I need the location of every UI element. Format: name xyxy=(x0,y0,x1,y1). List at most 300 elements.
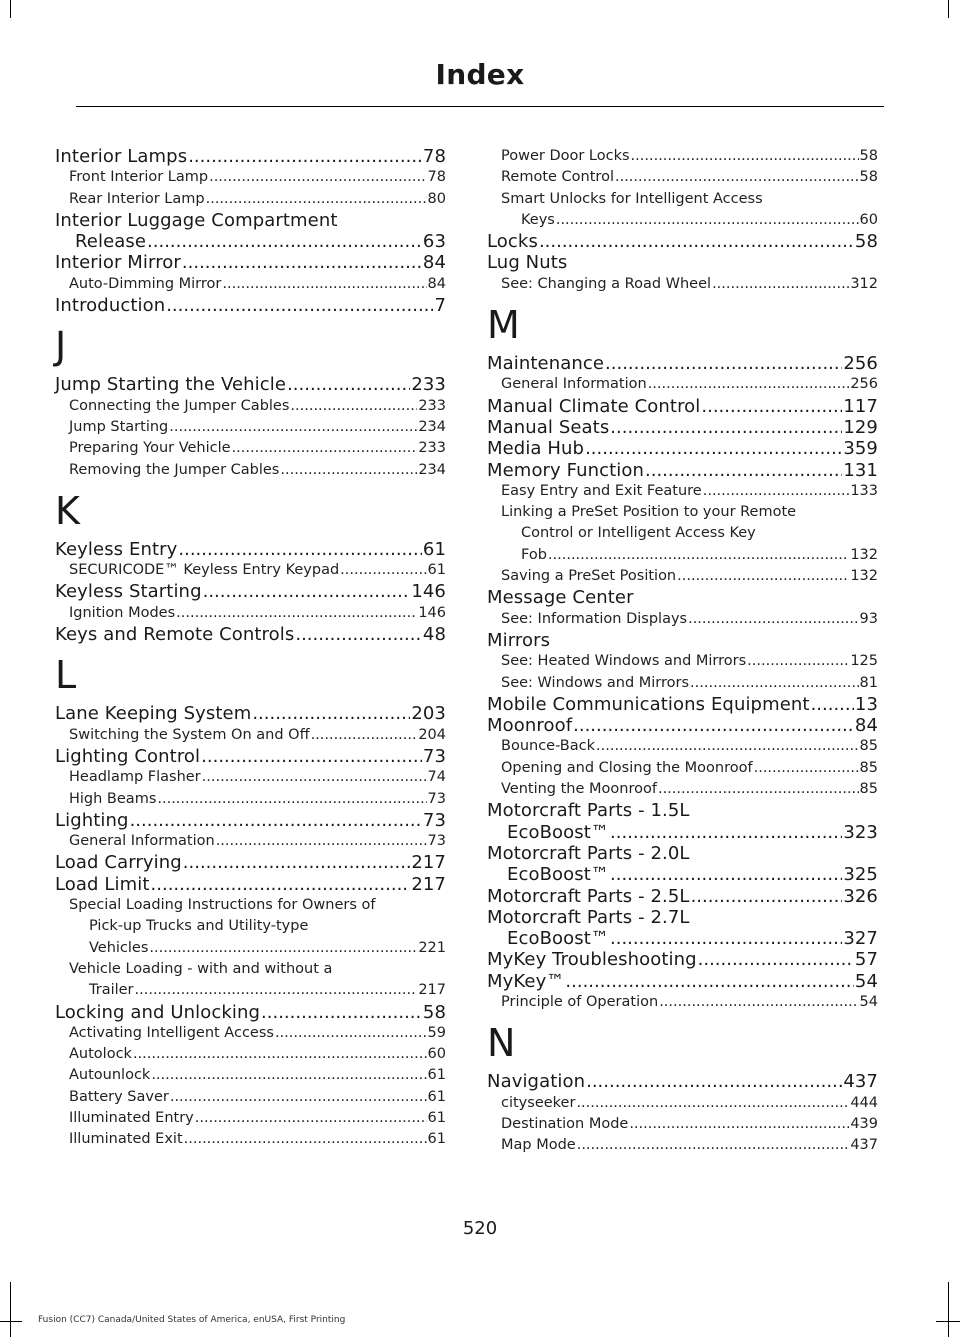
section-letter: M xyxy=(487,303,520,348)
index-subentry[interactable] xyxy=(487,992,878,1013)
crop-mark-bottom-left-h xyxy=(0,1321,22,1322)
index-subentry[interactable] xyxy=(487,758,878,779)
index-entry[interactable] xyxy=(55,146,446,167)
section-letter: L xyxy=(55,653,77,698)
leader-dots xyxy=(202,767,427,788)
index-subentry[interactable] xyxy=(55,831,446,852)
entry-page-number: 59 xyxy=(427,1024,446,1041)
index-subentry[interactable] xyxy=(55,789,446,810)
entry-label: Autolock xyxy=(69,1046,132,1063)
leader-dots xyxy=(151,874,411,895)
entry-page-number: 61 xyxy=(427,1131,446,1148)
leader-dots xyxy=(206,189,427,210)
leader-dots xyxy=(170,1087,427,1108)
leader-dots xyxy=(691,886,843,907)
entry-label: Interior Lamps xyxy=(55,146,188,167)
entry-page-number: 81 xyxy=(859,674,878,691)
index-entry[interactable] xyxy=(487,971,878,992)
index-entry[interactable] xyxy=(55,295,446,316)
index-subentry[interactable] xyxy=(55,167,446,188)
index-entry[interactable] xyxy=(487,438,878,459)
leader-dots xyxy=(712,274,849,295)
index-subentry[interactable] xyxy=(487,146,878,167)
index-subentry[interactable] xyxy=(55,980,446,1001)
leader-dots xyxy=(216,831,427,852)
index-subentry[interactable] xyxy=(55,396,446,417)
index-subentry[interactable] xyxy=(487,736,878,757)
leader-dots xyxy=(195,1108,427,1129)
entry-label: Vehicles xyxy=(89,939,149,956)
index-heading: Motorcraft Parts - 2.7L xyxy=(487,906,690,928)
leader-dots xyxy=(287,374,410,395)
entry-label: Media Hub xyxy=(487,438,585,460)
entry-page-number: 85 xyxy=(859,781,878,798)
leader-dots xyxy=(573,715,854,736)
index-heading: Vehicle Loading - with and without a xyxy=(69,960,333,977)
entry-page-number: 327 xyxy=(843,928,878,950)
entry-label: EcoBoost™ xyxy=(507,864,609,886)
leader-dots xyxy=(311,725,418,746)
entry-label: See: Windows and Mirrors xyxy=(501,674,690,691)
leader-dots xyxy=(252,703,410,724)
entry-page-number: 61 xyxy=(427,1067,446,1084)
entry-label: Manual Seats xyxy=(487,416,610,438)
leader-dots xyxy=(754,758,859,779)
entry-label: Principle of Operation xyxy=(501,993,659,1010)
leader-dots xyxy=(130,810,422,831)
index-entry[interactable] xyxy=(55,703,446,724)
entry-label: Jump Starting the Vehicle xyxy=(55,374,287,396)
entry-label: Load Carrying xyxy=(55,852,182,874)
entry-page-number: 234 xyxy=(418,418,446,435)
index-subentry[interactable] xyxy=(55,1087,446,1108)
index-entry[interactable] xyxy=(487,928,878,949)
entry-label: Keys and Remote Controls xyxy=(55,624,295,646)
index-subentry[interactable] xyxy=(487,1135,878,1156)
leader-dots xyxy=(577,1135,850,1156)
entry-page-number: 85 xyxy=(859,738,878,755)
index-subentry[interactable] xyxy=(487,274,878,295)
entry-label: Battery Saver xyxy=(69,1088,169,1105)
leader-dots xyxy=(184,1129,427,1150)
leader-dots xyxy=(698,949,854,970)
index-subentry[interactable] xyxy=(55,725,446,746)
entry-page-number: 233 xyxy=(411,374,446,396)
crop-mark-bottom-right xyxy=(948,1282,949,1337)
index-subentry[interactable] xyxy=(55,274,446,295)
index-entry[interactable] xyxy=(487,231,878,252)
entry-label: Lighting xyxy=(55,809,129,831)
index-entry[interactable] xyxy=(55,252,446,273)
entry-page-number: 58 xyxy=(422,1001,446,1023)
entry-label: Moonroof xyxy=(487,715,573,737)
entry-page-number: 58 xyxy=(859,169,878,186)
entry-label: Remote Control xyxy=(501,169,614,186)
entry-label: Interior Mirror xyxy=(55,252,181,274)
index-entry[interactable] xyxy=(487,1071,878,1092)
leader-dots xyxy=(232,438,418,459)
page-number: 520 xyxy=(462,1218,498,1239)
index-entry[interactable] xyxy=(55,874,446,895)
leader-dots xyxy=(747,651,849,672)
leader-dots xyxy=(539,231,854,252)
entry-label: Rear Interior Lamp xyxy=(69,190,205,207)
entry-page-number: 312 xyxy=(850,275,878,292)
entry-page-number: 84 xyxy=(854,715,878,737)
index-entry[interactable] xyxy=(55,624,446,645)
leader-dots xyxy=(178,539,422,560)
entry-label: Easy Entry and Exit Feature xyxy=(501,482,702,499)
index-subentry[interactable] xyxy=(55,767,446,788)
entry-page-number: 73 xyxy=(422,809,446,831)
leader-dots xyxy=(275,1023,427,1044)
leader-dots xyxy=(151,1065,426,1086)
leader-dots xyxy=(135,980,418,1001)
index-heading: Mirrors xyxy=(487,629,551,651)
leader-dots xyxy=(222,274,426,295)
leader-dots xyxy=(290,396,417,417)
leader-dots xyxy=(183,852,411,873)
leader-dots xyxy=(209,167,426,188)
index-heading: Special Loading Instructions for Owners of xyxy=(69,897,376,914)
leader-dots xyxy=(585,438,842,459)
index-subentry[interactable] xyxy=(55,1023,446,1044)
crop-mark-top-left xyxy=(10,0,11,18)
entry-label: Auto-Dimming Mirror xyxy=(69,275,222,292)
index-entry[interactable] xyxy=(55,1002,446,1023)
entry-label: Keys xyxy=(521,211,555,228)
page-title: Index xyxy=(435,58,525,91)
index-entry[interactable] xyxy=(55,539,446,560)
entry-label: Switching the System On and Off xyxy=(69,726,310,743)
entry-page-number: 234 xyxy=(418,461,446,478)
index-entry[interactable] xyxy=(487,949,878,970)
leader-dots xyxy=(280,460,417,481)
entry-page-number: 61 xyxy=(422,538,446,560)
entry-page-number: 256 xyxy=(843,353,878,375)
entry-page-number: 437 xyxy=(850,1137,878,1154)
leader-dots xyxy=(631,146,859,167)
index-subentry[interactable] xyxy=(487,609,878,630)
entry-page-number: 132 xyxy=(850,546,878,563)
entry-page-number: 437 xyxy=(843,1071,878,1093)
leader-dots xyxy=(182,252,422,273)
entry-page-number: 326 xyxy=(843,885,878,907)
entry-page-number: 117 xyxy=(843,395,878,417)
entry-page-number: 61 xyxy=(427,1109,446,1126)
index-entry[interactable] xyxy=(55,810,446,831)
entry-label: MyKey Troubleshooting xyxy=(487,949,697,971)
index-entry[interactable] xyxy=(55,852,446,873)
index-entry[interactable] xyxy=(487,694,878,715)
entry-page-number: 54 xyxy=(854,970,878,992)
entry-label: Memory Function xyxy=(487,459,644,481)
index-subentry[interactable] xyxy=(55,1108,446,1129)
entry-page-number: 221 xyxy=(418,939,446,956)
entry-label: See: Information Displays xyxy=(501,610,688,627)
title-rule xyxy=(76,106,884,107)
entry-label: Ignition Modes xyxy=(69,604,176,621)
leader-dots xyxy=(169,417,417,438)
entry-label: Maintenance xyxy=(487,353,605,375)
entry-page-number: 233 xyxy=(418,440,446,457)
entry-page-number: 325 xyxy=(843,864,878,886)
entry-page-number: 73 xyxy=(422,745,446,767)
leader-dots xyxy=(147,231,422,252)
index-heading: Smart Unlocks for Intelligent Access xyxy=(501,190,763,207)
leader-dots xyxy=(576,1093,849,1114)
entry-page-number: 146 xyxy=(418,604,446,621)
leader-dots xyxy=(340,560,426,581)
entry-page-number: 58 xyxy=(859,148,878,164)
entry-page-number: 84 xyxy=(427,275,446,292)
entry-page-number: 60 xyxy=(427,1046,446,1063)
index-heading: Message Center xyxy=(487,587,634,609)
entry-page-number: 217 xyxy=(411,873,446,895)
entry-page-number: 84 xyxy=(422,252,446,274)
entry-label: Fob xyxy=(521,546,547,563)
index-subentry[interactable] xyxy=(487,545,878,566)
entry-label: General Information xyxy=(69,833,215,850)
entry-label: Saving a PreSet Position xyxy=(501,568,677,585)
entry-label: Introduction xyxy=(55,295,166,317)
leader-dots xyxy=(565,971,853,992)
entry-label: Keyless Entry xyxy=(55,538,178,560)
entry-page-number: 74 xyxy=(427,769,446,786)
index-entry[interactable] xyxy=(487,460,878,481)
entry-label: Venting the Moonroof xyxy=(501,781,657,798)
leader-dots xyxy=(295,624,422,645)
entry-page-number: 80 xyxy=(427,190,446,207)
leader-dots xyxy=(658,779,859,800)
entry-label: Destination Mode xyxy=(501,1115,629,1132)
index-heading: Motorcraft Parts - 1.5L xyxy=(487,800,690,822)
entry-label: General Information xyxy=(501,376,647,393)
index-entry[interactable] xyxy=(487,822,878,843)
leader-dots xyxy=(548,545,849,566)
leader-dots xyxy=(610,864,842,885)
index-subentry[interactable] xyxy=(55,560,446,581)
entry-label: MyKey™ xyxy=(487,970,565,992)
leader-dots xyxy=(688,609,858,630)
entry-label: Locking and Unlocking xyxy=(55,1001,261,1023)
leader-dots xyxy=(188,146,422,167)
index-subentry[interactable] xyxy=(487,1114,878,1135)
leader-dots xyxy=(610,928,842,949)
entry-page-number: 129 xyxy=(843,416,878,438)
crop-mark-bottom-left xyxy=(10,1282,11,1337)
index-heading: Linking a PreSet Position to your Remote xyxy=(501,504,797,521)
entry-label: High Beams xyxy=(69,790,157,807)
entry-page-number: 217 xyxy=(418,982,446,999)
entry-label: Opening and Closing the Moonroof xyxy=(501,759,753,776)
leader-dots xyxy=(203,581,411,602)
entry-page-number: 146 xyxy=(411,581,446,603)
leader-dots xyxy=(690,673,859,694)
index-heading: Interior Luggage Compartment xyxy=(55,209,338,231)
index-heading: Motorcraft Parts - 2.0L xyxy=(487,842,690,864)
entry-page-number: 217 xyxy=(411,852,446,874)
index-entry[interactable] xyxy=(55,581,446,602)
leader-dots xyxy=(176,603,417,624)
entry-label: Headlamp Flasher xyxy=(69,769,201,786)
entry-label: Locks xyxy=(487,231,538,253)
leader-dots xyxy=(149,938,417,959)
entry-label: See: Changing a Road Wheel xyxy=(501,275,712,292)
index-subentry[interactable] xyxy=(487,210,878,231)
index-subentry[interactable] xyxy=(55,1044,446,1065)
index-subentry[interactable] xyxy=(55,1129,446,1150)
entry-page-number: 78 xyxy=(422,146,446,167)
entry-label: Motorcraft Parts - 2.5L xyxy=(487,885,690,907)
entry-label: Bounce-Back xyxy=(501,738,596,755)
leader-dots xyxy=(615,167,859,188)
index-subentry[interactable] xyxy=(487,167,878,188)
index-entry[interactable] xyxy=(55,746,446,767)
section-letter: N xyxy=(487,1021,516,1066)
index-heading: Pick-up Trucks and Utility-type xyxy=(89,918,309,935)
entry-label: EcoBoost™ xyxy=(507,928,609,950)
entry-label: Keyless Starting xyxy=(55,581,202,603)
leader-dots xyxy=(701,396,842,417)
index-subentry[interactable] xyxy=(487,481,878,502)
index-subentry[interactable] xyxy=(487,1093,878,1114)
leader-dots xyxy=(659,992,858,1013)
leader-dots xyxy=(166,295,433,316)
entry-page-number: 60 xyxy=(859,211,878,228)
leader-dots xyxy=(645,460,842,481)
entry-label: Lighting Control xyxy=(55,745,201,767)
entry-page-number: 48 xyxy=(422,624,446,646)
entry-page-number: 61 xyxy=(427,1088,446,1105)
entry-label: Jump Starting xyxy=(69,418,169,435)
entry-page-number: 256 xyxy=(850,376,878,393)
index-subentry[interactable] xyxy=(55,189,446,210)
index-subentry[interactable] xyxy=(487,673,878,694)
entry-label: Trailer xyxy=(89,982,134,999)
entry-label: Load Limit xyxy=(55,873,150,895)
leader-dots xyxy=(201,746,422,767)
entry-page-number: 93 xyxy=(859,610,878,627)
leader-dots xyxy=(610,417,842,438)
leader-dots xyxy=(586,1071,842,1092)
leader-dots xyxy=(811,694,854,715)
leader-dots xyxy=(556,210,859,231)
index-subentry[interactable] xyxy=(487,566,878,587)
entry-label: Navigation xyxy=(487,1071,586,1093)
footer-text: Fusion (CC7) Canada/United States of America, enUSA, First Printing xyxy=(38,1315,346,1325)
entry-label: Autounlock xyxy=(69,1067,151,1084)
index-entry[interactable] xyxy=(487,864,878,885)
entry-page-number: 63 xyxy=(422,231,446,253)
entry-page-number: 85 xyxy=(859,759,878,776)
entry-label: Manual Climate Control xyxy=(487,395,701,417)
entry-label: Activating Intelligent Access xyxy=(69,1024,274,1041)
leader-dots xyxy=(648,374,850,395)
index-subentry[interactable] xyxy=(55,438,446,459)
entry-page-number: 233 xyxy=(418,397,446,414)
entry-label: Lane Keeping System xyxy=(55,703,252,725)
index-entry[interactable] xyxy=(487,886,878,907)
index-entry[interactable] xyxy=(487,396,878,417)
entry-label: Power Door Locks xyxy=(501,148,630,164)
leader-dots xyxy=(261,1002,422,1023)
index-subentry[interactable] xyxy=(55,417,446,438)
index-entry[interactable] xyxy=(487,715,878,736)
index-column-right xyxy=(487,146,878,1156)
index-subentry[interactable] xyxy=(55,938,446,959)
entry-page-number: 132 xyxy=(850,568,878,585)
index-entry[interactable] xyxy=(487,417,878,438)
leader-dots xyxy=(157,789,426,810)
index-heading: Control or Intelligent Access Key xyxy=(521,525,756,542)
index-subentry[interactable] xyxy=(55,603,446,624)
leader-dots xyxy=(596,736,859,757)
entry-label: Connecting the Jumper Cables xyxy=(69,397,290,414)
index-subentry[interactable] xyxy=(487,651,878,672)
index-subentry[interactable] xyxy=(487,779,878,800)
entry-page-number: 439 xyxy=(850,1115,878,1132)
entry-label: See: Heated Windows and Mirrors xyxy=(501,653,747,670)
leader-dots xyxy=(629,1114,849,1135)
entry-page-number: 323 xyxy=(843,821,878,843)
entry-label: Removing the Jumper Cables xyxy=(69,461,280,478)
entry-label: Release xyxy=(75,231,147,253)
entry-page-number: 58 xyxy=(854,231,878,253)
leader-dots xyxy=(703,481,850,502)
entry-label: Preparing Your Vehicle xyxy=(69,440,231,457)
entry-label: SECURICODE™ Keyless Entry Keypad xyxy=(69,562,340,579)
entry-page-number: 73 xyxy=(427,833,446,850)
entry-label: Illuminated Entry xyxy=(69,1109,194,1126)
index-subentry[interactable] xyxy=(55,460,446,481)
entry-page-number: 73 xyxy=(427,790,446,807)
entry-label: Mobile Communications Equipment xyxy=(487,693,810,715)
index-subentry[interactable] xyxy=(55,1065,446,1086)
entry-page-number: 359 xyxy=(843,438,878,460)
index-heading: Lug Nuts xyxy=(487,252,568,274)
entry-page-number: 125 xyxy=(850,653,878,670)
entry-page-number: 204 xyxy=(418,726,446,743)
entry-page-number: 203 xyxy=(411,703,446,725)
entry-page-number: 61 xyxy=(427,562,446,579)
entry-page-number: 54 xyxy=(859,993,878,1010)
entry-page-number: 78 xyxy=(427,169,446,186)
entry-page-number: 57 xyxy=(854,949,878,971)
entry-page-number: 133 xyxy=(850,482,878,499)
leader-dots xyxy=(133,1044,427,1065)
index-subentry[interactable] xyxy=(487,374,878,395)
entry-label: Illuminated Exit xyxy=(69,1131,183,1148)
index-entry[interactable] xyxy=(487,353,878,374)
entry-label: cityseeker xyxy=(501,1094,576,1111)
entry-page-number: 7 xyxy=(434,295,446,317)
entry-label: Front Interior Lamp xyxy=(69,169,209,186)
section-letter: K xyxy=(55,488,80,533)
entry-label: Map Mode xyxy=(501,1137,576,1154)
crop-mark-top-right xyxy=(948,0,949,18)
section-letter: J xyxy=(55,324,67,369)
leader-dots xyxy=(605,353,842,374)
leader-dots xyxy=(677,566,849,587)
leader-dots xyxy=(610,822,842,843)
index-column-left xyxy=(55,146,446,1151)
index-entry[interactable] xyxy=(55,374,446,395)
index-entry[interactable] xyxy=(55,231,446,252)
entry-label: EcoBoost™ xyxy=(507,821,609,843)
entry-page-number: 444 xyxy=(850,1094,878,1111)
entry-page-number: 13 xyxy=(854,693,878,715)
